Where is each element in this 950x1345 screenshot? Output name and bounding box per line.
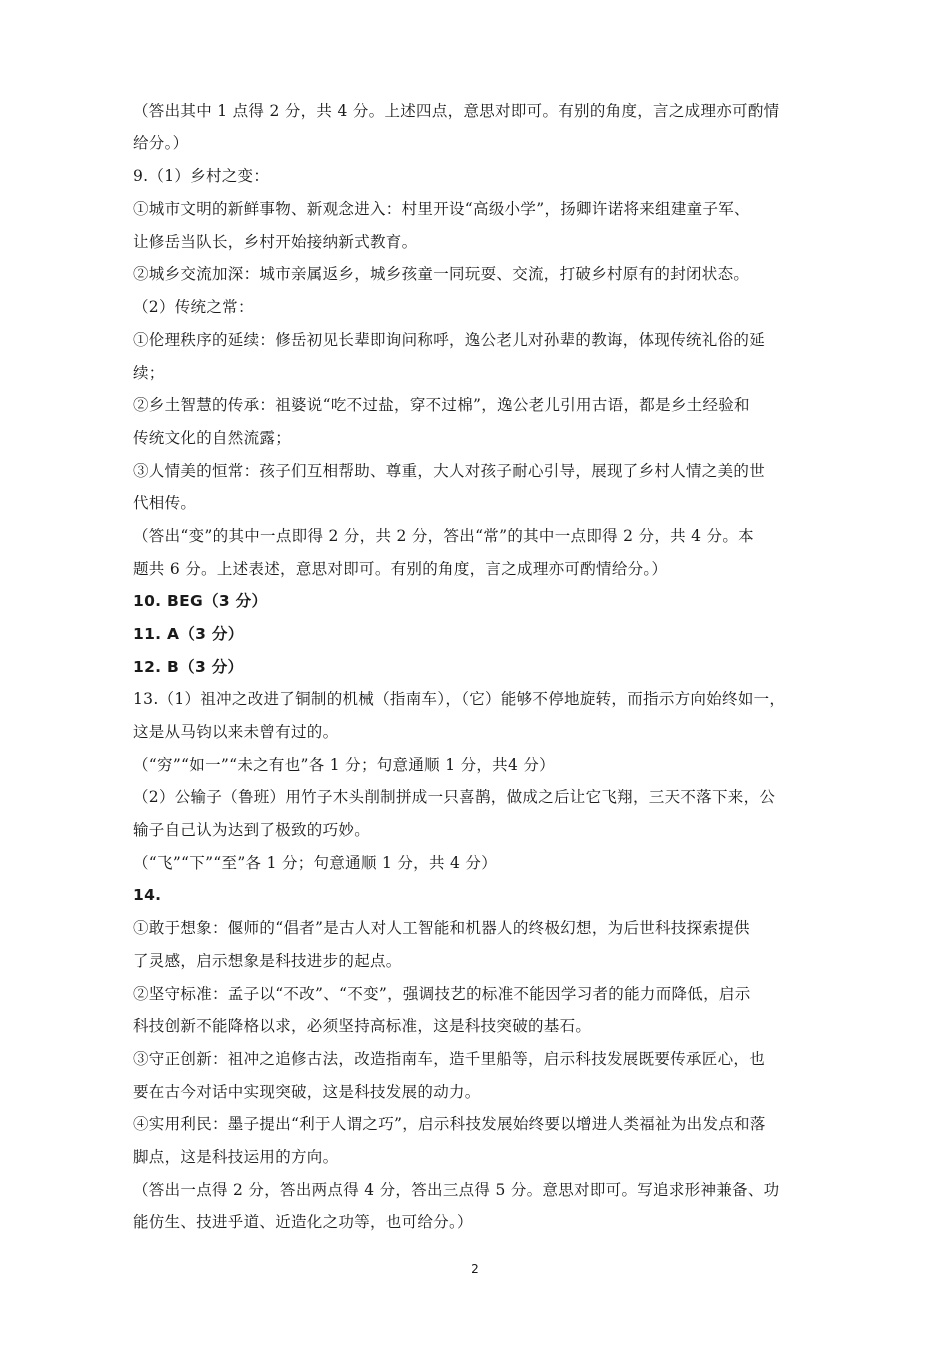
text-line: ②城乡交流加深：城市亲属返乡，城乡孩童一同玩耍、交流，打破乡村原有的封闭状态。 bbox=[133, 265, 750, 283]
text-line: （2）公输子（鲁班）用竹子木头削制拼成一只喜鹊，做成之后让它飞翔，三天不落下来，公 bbox=[133, 788, 776, 806]
text-line: 传统文化的自然流露； bbox=[133, 429, 292, 447]
text-line: ①敢于想象：偃师的“倡者”是古人对人工智能和机器人的终极幻想，为后世科技探索提供 bbox=[133, 919, 750, 937]
text-line: ②坚守标准：孟子以“不改”、“不变”，强调技艺的标准不能因学习者的能力而降低，启示 bbox=[133, 985, 751, 1003]
text-line: ③守正创新：祖冲之追修古法，改造指南车，造千里船等，启示科技发展既要传承匠心，也 bbox=[133, 1050, 766, 1068]
text-line: 13.（1）祖冲之改进了铜制的机械（指南车），（它）能够不停地旋转，而指示方向始终如一， bbox=[133, 690, 786, 708]
text-line: 12. B（3 分） bbox=[133, 658, 244, 676]
text-line: （2）传统之常： bbox=[133, 298, 254, 316]
text-line: （“穷”“如一”“未之有也”各 1 分；句意通顺 1 分，共4 分） bbox=[133, 756, 555, 774]
text-line: 这是从马钧以来未曾有过的。 bbox=[133, 723, 339, 741]
text-line: 10. BEG（3 分） bbox=[133, 592, 268, 610]
text-line: ②乡土智慧的传承：祖婆说“吃不过盐，穿不过棉”，逸公老儿引用古语，都是乡土经验和 bbox=[133, 396, 750, 414]
text-line: ④实用利民：墨子提出“利于人谓之巧”，启示科技发展始终要以增进人类福祉为出发点和落 bbox=[133, 1115, 766, 1133]
text-line: 代相传。 bbox=[133, 494, 197, 512]
text-line: 续； bbox=[133, 364, 165, 382]
text-line: （答出其中 1 点得 2 分，共 4 分。上述四点，意思对即可。有别的角度，言之成理亦可酌情 bbox=[133, 102, 780, 120]
text-line: 9.（1）乡村之变： bbox=[133, 167, 270, 185]
text-line: 让修岳当队长，乡村开始接纳新式教育。 bbox=[133, 233, 418, 251]
text-line: 11. A（3 分） bbox=[133, 625, 244, 643]
text-line: 要在古今对话中实现突破，这是科技发展的动力。 bbox=[133, 1083, 481, 1101]
text-line: （“飞”“下”“至”各 1 分；句意通顺 1 分，共 4 分） bbox=[133, 854, 497, 872]
text-line: 能仿生、技进乎道、近造化之功等，也可给分。） bbox=[133, 1213, 473, 1231]
text-line: 题共 6 分。上述表述，意思对即可。有别的角度，言之成理亦可酌情给分。） bbox=[133, 560, 668, 578]
text-line: 14. bbox=[133, 886, 162, 904]
text-line: ①伦理秩序的延续：修岳初见长辈即询问称呼，逸公老儿对孙辈的教诲，体现传统礼俗的延 bbox=[133, 331, 766, 349]
text-line: ①城市文明的新鲜事物、新观念进入：村里开设“高级小学”，扬卿许诺将来组建童子军、 bbox=[133, 200, 750, 218]
text-line: 输子自己认为达到了极致的巧妙。 bbox=[133, 821, 371, 839]
text-line: 了灵感，启示想象是科技进步的起点。 bbox=[133, 952, 402, 970]
text-line: 给分。） bbox=[133, 134, 189, 152]
text-line: ③人情美的恒常：孩子们互相帮助、尊重，大人对孩子耐心引导，展现了乡村人情之美的世 bbox=[133, 462, 766, 480]
text-line: 科技创新不能降格以求，必须坚持高标准，这是科技突破的基石。 bbox=[133, 1017, 592, 1035]
text-line: 脚点，这是科技运用的方向。 bbox=[133, 1148, 339, 1166]
text-line: （答出“变”的其中一点即得 2 分，共 2 分，答出“常”的其中一点即得 2 分，共 4 分。本 bbox=[133, 527, 754, 545]
page-number: 2 bbox=[471, 1262, 479, 1276]
text-line: （答出一点得 2 分，答出两点得 4 分，答出三点得 5 分。意思对即可。写追求形神兼备、功 bbox=[133, 1181, 780, 1199]
